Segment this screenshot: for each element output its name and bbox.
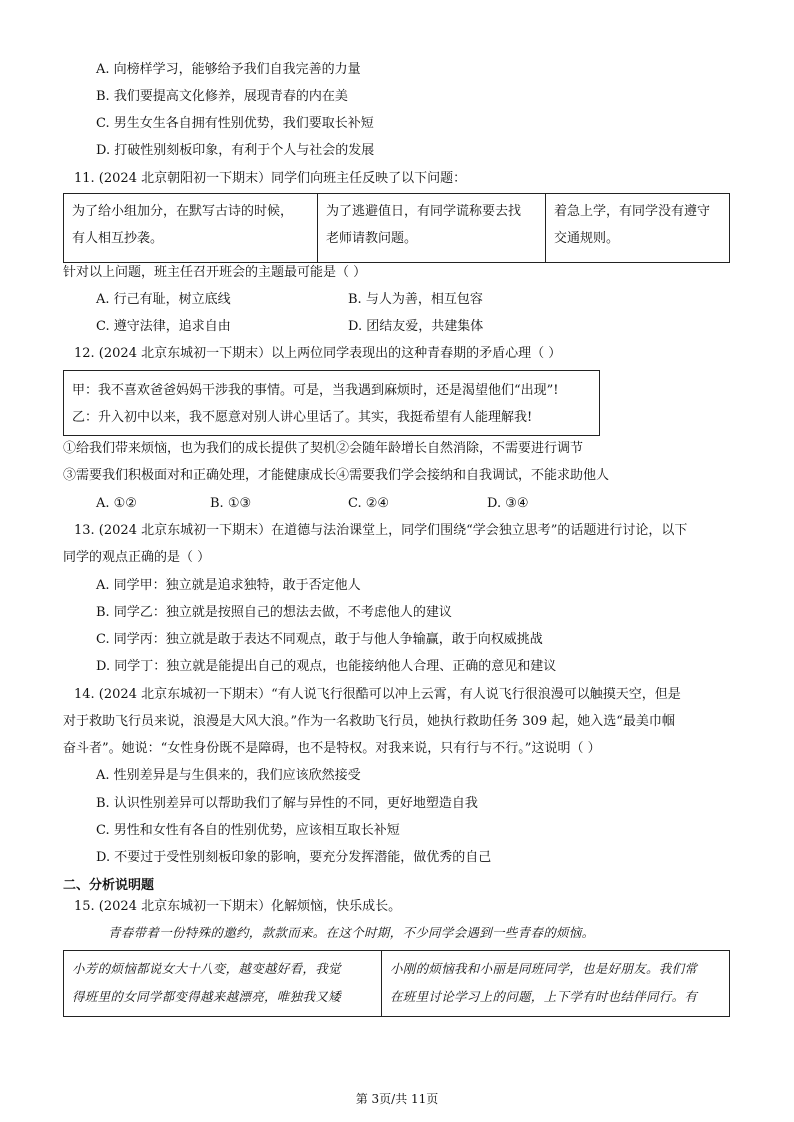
q11-stem: 11. (2024 北京朝阳初一下期末）同学们向班主任反映了以下问题： — [74, 171, 467, 186]
q11-question: 针对以上问题，班主任召开班会的主题最可能是（ ） — [63, 265, 367, 280]
q12-option-b: B. ①③ — [210, 496, 252, 511]
q14-option-c: C. 男性和女性有各自的性别优势，应该相互取长补短 — [96, 823, 400, 838]
q13-stem-line-1: 13. (2024 北京东城初一下期末）在道德与法治课堂上，同学们围绕“学会独立思考”的话题进行讨论，以下 — [74, 523, 688, 538]
q13-option-d: D. 同学丁：独立就是能提出自己的观点，也能接纳他人合理、正确的意见和建议 — [96, 659, 557, 674]
section-title: 二、分析说明题 — [63, 878, 155, 893]
q10-option-a: A. 向榜样学习，能够给予我们自我完善的力量 — [96, 62, 361, 77]
q12-box-line-2: 乙：升入初中以来，我不愿意对别人讲心里话了。其实，我挺希望有人能理解我! — [72, 410, 533, 425]
q10-option-d: D. 打破性别刻板印象，有利于个人与社会的发展 — [96, 143, 375, 158]
q11-table — [63, 193, 730, 263]
q15-stem: 15. (2024 北京东城初一下期末）化解烦恼，快乐成长。 — [74, 899, 402, 914]
q11-cell-2 — [317, 194, 545, 262]
q14-stem-line-2: 对于救助飞行员来说，浪漫是大风大浪。”作为一名救助飞行员，她执行救助任务 309 起，她入选“最美巾帼 — [63, 714, 675, 729]
q11-cell-3-line-2: 交通规则。 — [554, 231, 620, 246]
q11-cell-3 — [545, 194, 729, 262]
q11-cell-3-line-1: 着急上学，有同学没有遵守 — [554, 204, 711, 219]
q12-option-c: C. ②④ — [348, 496, 390, 511]
q11-option-a: A. 行己有耻，树立底线 — [96, 292, 231, 307]
q15-cell-2-line-1: 小刚的烦恼我和小丽是同班同学，也是好朋友。我们常 — [390, 961, 698, 976]
q15-intro: 青春带着一份特殊的邀约，款款而来。在这个时期，不少同学会遇到一些青春的烦恼。 — [108, 925, 595, 940]
q11-cell-1-line-2: 有人相互抄袭。 — [72, 231, 164, 246]
q11-option-c: C. 遵守法律，追求自由 — [96, 319, 231, 334]
q13-option-b: B. 同学乙：独立就是按照自己的想法去做，不考虑他人的建议 — [96, 605, 452, 620]
q12-box — [63, 370, 600, 436]
q11-cell-2-line-1: 为了逃避值日，有同学谎称要去找 — [326, 204, 522, 219]
q13-stem-line-2: 同学的观点正确的是（ ） — [63, 550, 211, 565]
q14-stem-line-1: 14. (2024 北京东城初一下期末）“有人说飞行很酷可以冲上云霄，有人说飞行很浪漫可以触摸天空，但是 — [74, 687, 681, 702]
q13-option-a: A. 同学甲：独立就是追求独特，敢于否定他人 — [96, 578, 361, 593]
q15-cell-xiaofang — [64, 951, 381, 1016]
q11-cell-1-line-1: 为了给小组加分，在默写古诗的时候， — [72, 204, 294, 219]
q15-cell-2-line-2: 在班里讨论学习上的问题，上下学有时也结伴同行。有 — [390, 989, 698, 1004]
q14-option-d: D. 不要过于受性别刻板印象的影响，要充分发挥潜能，做优秀的自己 — [96, 850, 492, 865]
q12-box-line-1: 甲：我不喜欢爸爸妈妈干涉我的事情。可是，当我遇到麻烦时，还是渴望他们“出现”! — [72, 383, 559, 398]
q14-option-a: A. 性别差异是与生俱来的，我们应该欣然接受 — [96, 768, 361, 783]
q14-option-b: B. 认识性别差异可以帮助我们了解与异性的不同，更好地塑造自我 — [96, 796, 478, 811]
q12-option-d: D. ③④ — [487, 496, 529, 511]
q12-stem: 12. (2024 北京东城初一下期末）以上两位同学表现出的这种青春期的矛盾心理（ ） — [74, 346, 562, 361]
q11-cell-2-line-2: 老师请教问题。 — [326, 231, 418, 246]
q15-table — [63, 950, 730, 1017]
q12-statement-1: ①给我们带来烦恼，也为我们的成长提供了契机②会随年龄增长自然消除，不需要进行调节 — [63, 441, 584, 456]
q12-statement-2: ③需要我们积极面对和正确处理，才能健康成长④需要我们学会接纳和自我调试，不能求助他人 — [63, 468, 610, 483]
q12-option-a: A. ①② — [96, 496, 137, 511]
q11-option-b: B. 与人为善，相互包容 — [348, 292, 483, 307]
page-number: 第 3页/共 11页 — [355, 1092, 439, 1106]
q14-stem-line-3: 奋斗者”。她说：“女性身份既不是障碍，也不是特权。对我来说，只有行与不行。”这说明（ ） — [63, 741, 601, 756]
q11-cell-1 — [64, 194, 317, 262]
q11-option-d: D. 团结友爱，共建集体 — [348, 319, 484, 334]
q15-cell-1-line-1: 小芳的烦恼都说女大十八变，越变越好看，我觉 — [72, 961, 341, 976]
q15-cell-1-line-2: 得班里的女同学都变得越来越漂亮，唯独我又矮 — [72, 989, 341, 1004]
q13-option-c: C. 同学丙：独立就是敢于表达不同观点，敢于与他人争输赢，敢于向权威挑战 — [96, 632, 543, 647]
q15-cell-xiaogang — [381, 951, 729, 1016]
q10-option-b: B. 我们要提高文化修养，展现青春的内在美 — [96, 89, 348, 104]
q10-option-c: C. 男生女生各自拥有性别优势，我们要取长补短 — [96, 116, 374, 131]
